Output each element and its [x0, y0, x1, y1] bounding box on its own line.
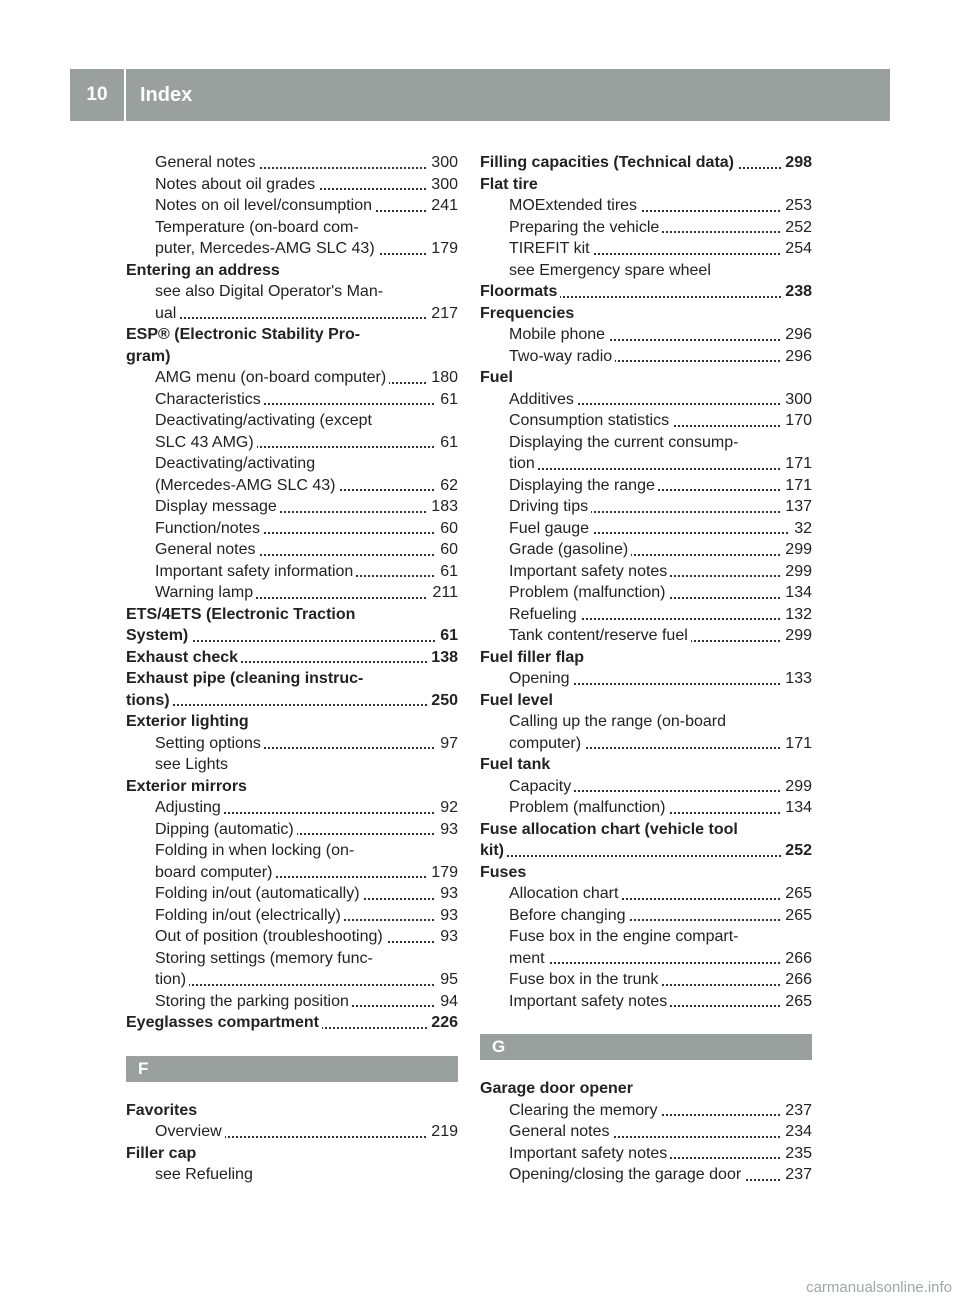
entry-text: Deactivating/activating	[155, 455, 318, 472]
entry-text: Folding in/out (automatically)	[155, 885, 363, 902]
index-entry[interactable]	[126, 733, 458, 755]
index-heading	[480, 303, 812, 325]
page-reference[interactable]: 170	[781, 410, 812, 432]
entry-text: Exhaust check	[126, 649, 241, 666]
page-reference[interactable]: 235	[781, 1143, 812, 1165]
page-reference[interactable]: 179	[427, 862, 458, 884]
index-entry[interactable]	[480, 1121, 812, 1143]
entry-text: Allocation chart	[509, 885, 621, 902]
entry-text: computer)	[509, 735, 584, 752]
page-reference[interactable]: 93	[436, 905, 458, 927]
index-entry[interactable]	[126, 539, 458, 561]
index-heading	[480, 174, 812, 196]
entry-text: Two-way radio	[509, 348, 615, 365]
page-reference[interactable]: 60	[436, 539, 458, 561]
index-entry[interactable]	[480, 346, 812, 368]
index-entry[interactable]	[480, 539, 812, 561]
entry-text: Entering an address	[126, 262, 283, 279]
entry-text: Preparing the vehicle	[509, 219, 662, 236]
entry-text: gram)	[126, 348, 173, 365]
index-entry[interactable]	[480, 410, 812, 432]
index-heading[interactable]	[480, 281, 812, 303]
index-entry[interactable]	[480, 1164, 812, 1186]
page-reference[interactable]: 252	[781, 217, 812, 239]
section-title: Index	[140, 83, 193, 106]
index-entry[interactable]	[480, 604, 812, 626]
entry-text: General notes	[509, 1123, 613, 1140]
entry-text: Folding in when locking (on-	[155, 842, 357, 859]
entry-text: ment	[509, 950, 548, 967]
entry-text: Garage door opener	[480, 1080, 636, 1097]
entry-text: Grade (gasoline)	[509, 541, 631, 558]
page-reference[interactable]: 137	[781, 496, 812, 518]
index-entry[interactable]	[480, 561, 812, 583]
index-heading	[126, 1143, 458, 1165]
entry-text: Important safety notes	[509, 993, 670, 1010]
page-reference[interactable]: 132	[781, 604, 812, 626]
page-reference[interactable]: 171	[781, 733, 812, 755]
entry-text: board computer)	[155, 864, 275, 881]
entry-text: see also Digital Operator's Man-	[155, 283, 386, 300]
index-heading[interactable]	[126, 1012, 458, 1034]
index-heading	[126, 1100, 458, 1122]
page-reference[interactable]: 266	[781, 948, 812, 970]
page-reference[interactable]: 241	[427, 195, 458, 217]
entry-text: Out of position (troubleshooting)	[155, 928, 386, 945]
index-entry[interactable]	[126, 582, 458, 604]
entry-text: Capacity	[509, 778, 574, 795]
entry-text: see Lights	[155, 756, 231, 773]
page-reference[interactable]: 92	[436, 797, 458, 819]
entry-text: Important safety notes	[509, 563, 670, 580]
index-heading[interactable]	[126, 647, 458, 669]
index-entry[interactable]	[480, 518, 812, 540]
entry-text: Exterior mirrors	[126, 778, 250, 795]
index-heading	[480, 690, 812, 712]
page-reference[interactable]: 61	[436, 561, 458, 583]
entry-text: Characteristics	[155, 391, 264, 408]
index-column-right	[480, 152, 812, 1186]
entry-text: Fuel gauge	[509, 520, 592, 537]
index-entry[interactable]	[126, 819, 458, 841]
entry-text: Fuel filler flap	[480, 649, 587, 666]
entry-text: see Emergency spare wheel	[509, 262, 714, 279]
page-reference[interactable]: 171	[781, 453, 812, 475]
index-entry	[480, 260, 812, 282]
entry-text: ual	[155, 305, 179, 322]
page-reference[interactable]: 265	[781, 991, 812, 1013]
index-entry[interactable]	[126, 905, 458, 927]
index-entry	[126, 1164, 458, 1186]
index-entry[interactable]	[480, 496, 812, 518]
index-heading	[126, 668, 458, 690]
page-reference[interactable]: 299	[781, 561, 812, 583]
index-entry[interactable]	[480, 324, 812, 346]
entry-text: Floormats	[480, 283, 560, 300]
page-reference[interactable]: 134	[781, 797, 812, 819]
index-entry[interactable]	[126, 518, 458, 540]
index-entry[interactable]	[480, 797, 812, 819]
index-heading[interactable]	[126, 690, 458, 712]
page-reference[interactable]: 300	[427, 174, 458, 196]
page-reference[interactable]: 93	[436, 926, 458, 948]
page-reference[interactable]: 237	[781, 1164, 812, 1186]
entry-text: Exterior lighting	[126, 713, 252, 730]
page-reference[interactable]: 60	[436, 518, 458, 540]
leader-dots	[126, 704, 458, 706]
page-reference[interactable]: 252	[781, 840, 812, 862]
index-heading	[480, 754, 812, 776]
entry-text: Storing the parking position	[155, 993, 352, 1010]
index-entry[interactable]	[480, 733, 812, 755]
entry-text: Displaying the current consump-	[509, 434, 741, 451]
page-reference[interactable]: 219	[427, 1121, 458, 1143]
index-heading	[480, 819, 812, 841]
index-entry[interactable]	[126, 389, 458, 411]
index-entry	[126, 217, 458, 239]
index-heading	[480, 1078, 812, 1100]
entry-text: Exhaust pipe (cleaning instruc-	[126, 670, 366, 687]
entry-text: ETS/4ETS (Electronic Traction	[126, 606, 358, 623]
entry-text: Refueling	[509, 606, 580, 623]
entry-text: tions)	[126, 692, 173, 709]
entry-text: Additives	[509, 391, 577, 408]
page-reference[interactable]: 265	[781, 905, 812, 927]
page-reference[interactable]: 171	[781, 475, 812, 497]
entry-text: Warning lamp	[155, 584, 256, 601]
index-entry[interactable]	[126, 432, 458, 454]
page-reference[interactable]: 61	[436, 625, 458, 647]
page-reference[interactable]: 254	[781, 238, 812, 260]
entry-text: Driving tips	[509, 498, 591, 515]
page-reference[interactable]: 237	[781, 1100, 812, 1122]
index-entry[interactable]	[480, 195, 812, 217]
page-reference[interactable]: 299	[781, 776, 812, 798]
page-reference[interactable]: 298	[781, 152, 812, 174]
entry-text: Opening/closing the garage door	[509, 1166, 744, 1183]
entry-text: Problem (malfunction)	[509, 799, 669, 816]
page-reference[interactable]: 93	[436, 819, 458, 841]
entry-text: Folding in/out (electrically)	[155, 907, 344, 924]
entry-text: Overview	[155, 1123, 225, 1140]
entry-text: Filling capacities (Technical data)	[480, 154, 737, 171]
index-entry[interactable]	[126, 883, 458, 905]
entry-text: Mobile phone	[509, 326, 608, 343]
index-heading	[126, 604, 458, 626]
index-heading	[126, 776, 458, 798]
index-entry	[126, 453, 458, 475]
index-entry[interactable]	[480, 217, 812, 239]
index-entry	[480, 711, 812, 733]
entry-text: Favorites	[126, 1102, 200, 1119]
index-entry[interactable]	[126, 862, 458, 884]
page-reference[interactable]: 296	[781, 346, 812, 368]
entry-text: Function/notes	[155, 520, 263, 537]
page-reference[interactable]: 266	[781, 969, 812, 991]
leader-dots	[155, 984, 458, 986]
index-entry[interactable]	[126, 561, 458, 583]
entry-text: General notes	[155, 541, 259, 558]
entry-text: SLC 43 AMG)	[155, 434, 257, 451]
entry-text: Calling up the range (on-board	[509, 713, 729, 730]
index-entry[interactable]	[126, 303, 458, 325]
entry-text: Opening	[509, 670, 573, 687]
page-reference[interactable]: 134	[781, 582, 812, 604]
index-heading	[126, 324, 458, 346]
entry-text: Fuse box in the trunk	[509, 971, 661, 988]
page-reference[interactable]: 97	[436, 733, 458, 755]
entry-text: Fuse box in the engine compart-	[509, 928, 741, 945]
index-entry[interactable]	[480, 991, 812, 1013]
index-entry[interactable]	[480, 969, 812, 991]
index-entry[interactable]	[480, 948, 812, 970]
entry-text: General notes	[155, 154, 259, 171]
index-entry[interactable]	[126, 152, 458, 174]
index-entry	[126, 948, 458, 970]
page-reference[interactable]: 211	[428, 582, 458, 604]
index-entry[interactable]	[126, 195, 458, 217]
page-reference[interactable]: 265	[781, 883, 812, 905]
entry-text: see Refueling	[155, 1166, 256, 1183]
index-entry[interactable]	[480, 883, 812, 905]
leader-dots	[509, 468, 812, 470]
page-reference[interactable]: 300	[781, 389, 812, 411]
entry-text: Fuses	[480, 864, 529, 881]
page-reference[interactable]: 133	[781, 668, 812, 690]
entry-text: MOExtended tires	[509, 197, 640, 214]
entry-text: Important safety notes	[509, 1145, 670, 1162]
page-reference[interactable]: 300	[427, 152, 458, 174]
index-heading[interactable]	[480, 152, 812, 174]
entry-text: Dipping (automatic)	[155, 821, 297, 838]
index-entry[interactable]	[480, 776, 812, 798]
entry-text: Display message	[155, 498, 280, 515]
leader-dots	[509, 962, 812, 964]
index-entry[interactable]	[126, 991, 458, 1013]
entry-text: Storing settings (memory func-	[155, 950, 376, 967]
page-reference[interactable]: 217	[427, 303, 458, 325]
index-entry[interactable]	[480, 389, 812, 411]
index-heading	[126, 711, 458, 733]
entry-text: Problem (malfunction)	[509, 584, 669, 601]
entry-text: ESP® (Electronic Stability Pro-	[126, 326, 363, 343]
index-heading[interactable]	[480, 840, 812, 862]
entry-text: TIREFIT kit	[509, 240, 593, 257]
entry-text: Fuel level	[480, 692, 556, 709]
index-entry[interactable]	[126, 367, 458, 389]
index-entry[interactable]	[480, 668, 812, 690]
page-header	[70, 69, 890, 121]
section-letter-g: G	[480, 1034, 812, 1060]
entry-text: Notes about oil grades	[155, 176, 318, 193]
index-entry[interactable]	[126, 1121, 458, 1143]
index-entry[interactable]	[126, 496, 458, 518]
entry-text: Deactivating/activating (except	[155, 412, 375, 429]
index-heading	[480, 647, 812, 669]
entry-text: Fuse allocation chart (vehicle tool	[480, 821, 741, 838]
section-letter-f: F	[126, 1056, 458, 1082]
entry-text: tion	[509, 455, 538, 472]
entry-text: Before changing	[509, 907, 629, 924]
page-reference[interactable]: 62	[436, 475, 458, 497]
entry-text: Displaying the range	[509, 477, 658, 494]
index-heading[interactable]	[126, 625, 458, 647]
entry-text: (Mercedes-AMG SLC 43)	[155, 477, 339, 494]
entry-text: AMG menu (on-board computer)	[155, 369, 389, 386]
index-entry[interactable]	[126, 797, 458, 819]
entry-text: Consumption statistics	[509, 412, 672, 429]
entry-text: Eyeglasses compartment	[126, 1014, 322, 1031]
index-entry[interactable]	[126, 926, 458, 948]
index-entry[interactable]	[480, 582, 812, 604]
index-heading	[126, 260, 458, 282]
page-reference[interactable]: 61	[436, 432, 458, 454]
entry-text: Adjusting	[155, 799, 224, 816]
page-reference[interactable]: 180	[427, 367, 458, 389]
page-reference[interactable]: 183	[427, 496, 458, 518]
index-entry[interactable]	[480, 1100, 812, 1122]
entry-text: Filler cap	[126, 1145, 199, 1162]
index-entry[interactable]	[480, 475, 812, 497]
index-entry[interactable]	[480, 453, 812, 475]
page-reference[interactable]: 238	[781, 281, 812, 303]
watermark: carmanualsonline.info	[806, 1279, 952, 1296]
entry-text: Frequencies	[480, 305, 577, 322]
page-reference[interactable]: 179	[427, 238, 458, 260]
index-entry[interactable]	[480, 905, 812, 927]
entry-text: Notes on oil level/consumption	[155, 197, 375, 214]
page-reference[interactable]: 250	[427, 690, 458, 712]
page-reference[interactable]: 253	[781, 195, 812, 217]
index-entry[interactable]	[480, 1143, 812, 1165]
entry-text: Temperature (on-board com-	[155, 219, 362, 236]
index-entry[interactable]	[126, 238, 458, 260]
index-entry[interactable]	[126, 174, 458, 196]
page-reference[interactable]: 138	[427, 647, 458, 669]
entry-text: kit)	[480, 842, 507, 859]
page-reference[interactable]: 94	[436, 991, 458, 1013]
entry-text: puter, Mercedes-AMG SLC 43)	[155, 240, 378, 257]
entry-text: Important safety information	[155, 563, 356, 580]
page-reference[interactable]: 95	[436, 969, 458, 991]
page-number: 10	[70, 69, 126, 121]
index-entry	[480, 926, 812, 948]
index-entry[interactable]	[126, 475, 458, 497]
entry-text: tion)	[155, 971, 189, 988]
leader-dots	[480, 855, 812, 857]
index-column-left	[126, 152, 458, 1186]
index-entry	[480, 432, 812, 454]
entry-text: System)	[126, 627, 191, 644]
entry-text: Setting options	[155, 735, 264, 752]
page-reference[interactable]: 61	[436, 389, 458, 411]
page-reference[interactable]: 226	[427, 1012, 458, 1034]
page-reference[interactable]: 32	[790, 518, 812, 540]
index-entry	[126, 754, 458, 776]
page-reference[interactable]: 299	[781, 625, 812, 647]
page-reference[interactable]: 299	[781, 539, 812, 561]
page-reference[interactable]: 93	[436, 883, 458, 905]
index-heading	[126, 346, 458, 368]
index-entry[interactable]	[480, 238, 812, 260]
index-entry	[126, 410, 458, 432]
page-reference[interactable]: 296	[781, 324, 812, 346]
index-entry	[126, 840, 458, 862]
index-entry	[126, 281, 458, 303]
leader-dots	[155, 317, 458, 319]
entry-text: Fuel	[480, 369, 516, 386]
entry-text: Fuel tank	[480, 756, 553, 773]
entry-text: Flat tire	[480, 176, 541, 193]
page-reference[interactable]: 234	[781, 1121, 812, 1143]
index-entry[interactable]	[480, 625, 812, 647]
index-heading	[480, 367, 812, 389]
entry-text: Clearing the memory	[509, 1102, 661, 1119]
index-heading	[480, 862, 812, 884]
entry-text: Tank content/reserve fuel	[509, 627, 691, 644]
index-entry[interactable]	[126, 969, 458, 991]
